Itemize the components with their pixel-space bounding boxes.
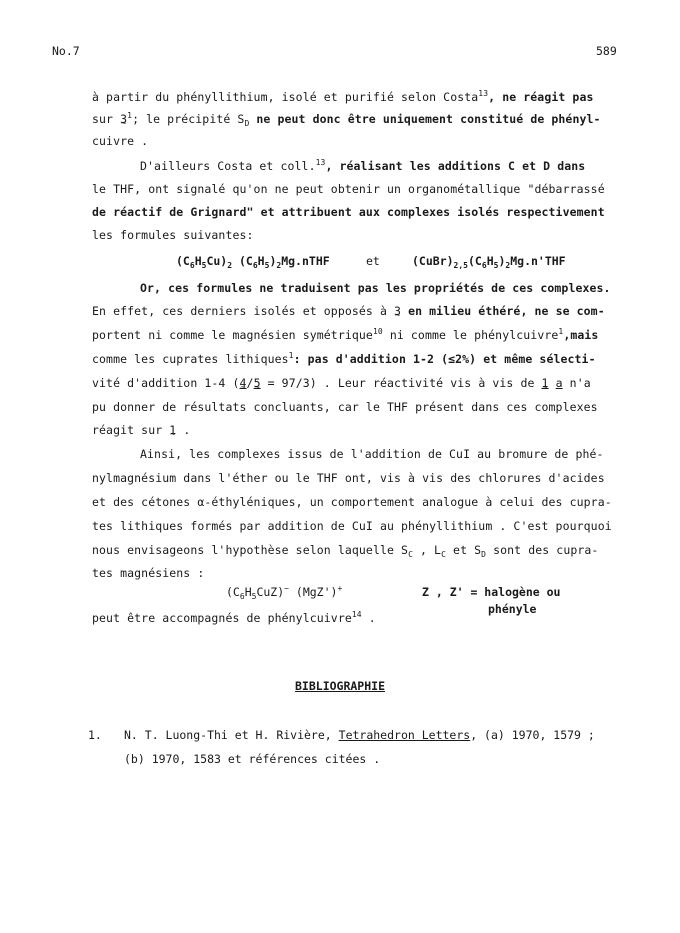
citation-superscript: 10 — [372, 327, 383, 336]
text-line: le THF, ont signalé qu'on ne peut obtenir un organométallique "débarrassé — [92, 182, 605, 196]
text-line: nylmagnésium dans l'éther ou le THF ont, vis à vis des chlorures d'acides — [92, 471, 605, 485]
text-line: de réactif de Grignard" et attribuent aux complexes isolés respectivement — [92, 205, 605, 219]
text-line — [140, 159, 585, 173]
text-span: réagit sur — [92, 423, 170, 437]
text-span: / — [246, 376, 254, 390]
text-span: . — [176, 423, 191, 437]
text-span: , L — [412, 543, 442, 557]
citation-superscript: 1 — [288, 351, 294, 360]
text-span: à partir du phényllithium, isolé et purifié selon Costa — [92, 90, 479, 104]
formula-cuprate: $(C_6H_5CuZ)^-$ (MgZ')+ — [226, 584, 343, 601]
subscript: D — [481, 550, 487, 559]
text-line: Ainsi, les complexes issus de l'addition de CuI au bromure de phé- — [140, 447, 604, 461]
citation-superscript: 13 — [478, 89, 489, 98]
text-span: ne peut donc être uniquement constitué de phényl- — [249, 112, 601, 126]
reference-journal: Tetrahedron Letters — [338, 728, 471, 742]
text-line — [92, 352, 596, 366]
compound-ref: 3 ~ — [120, 112, 127, 126]
text-line: et des cétones α-éthyléniques, un comportement analogue à celui des cupra- — [92, 495, 612, 509]
text-span: D'ailleurs Costa et coll. — [140, 159, 316, 173]
formula-conjunction: et — [366, 254, 380, 268]
compound-ref: 1 ~ — [542, 376, 549, 390]
citation-superscript: 1 — [127, 111, 133, 120]
citation-superscript: 1 — [558, 327, 564, 336]
text-line: tes magnésiens : — [92, 566, 205, 580]
text-span: En effet, ces derniers isolés et opposés à — [92, 304, 395, 318]
reference-number: 1. — [88, 728, 102, 742]
text-span: peut être accompagnés de phénylcuivre — [92, 611, 352, 625]
text-span: ; le précipité S — [132, 112, 245, 126]
text-span: nous envisageons l'hypothèse selon laquelle S — [92, 543, 409, 557]
text-line — [92, 611, 376, 625]
text-span: sont des cupra- — [486, 543, 599, 557]
journal-issue-number: No.7 — [52, 44, 80, 58]
subscript: D — [244, 119, 250, 128]
formula-complex-2: $(CuBr)_{2,5}(C_6H_5)_2Mg.n'THF$ — [412, 254, 566, 270]
text-span: n'a — [562, 376, 591, 390]
text-line: Or, ces formules ne traduisent pas les propriétés de ces complexes. — [140, 281, 611, 295]
text-span: comme les cuprates lithiques — [92, 352, 289, 366]
text-line — [92, 90, 594, 104]
subscript: C — [441, 550, 447, 559]
text-span: vité d'addition 1-4 ( — [92, 376, 240, 390]
formula-definition: Z , Z' = halogène ou — [422, 585, 561, 599]
compound-ref: 5 ~ — [254, 376, 261, 390]
formula-definition-cont: phényle — [488, 602, 537, 616]
text-span: ,mais — [563, 328, 599, 342]
bibliography-heading: BIBLIOGRAPHIE — [295, 679, 386, 693]
text-line: cuivre . — [92, 134, 149, 148]
text-span: sur — [92, 112, 121, 126]
compound-ref: a — [555, 376, 563, 390]
text-span: et S — [446, 543, 482, 557]
page-number: 589 — [596, 44, 617, 58]
text-span: : pas d'addition 1-2 (≤2%) et même sélecti- — [293, 352, 596, 366]
text-span: , ne réagit pas — [488, 90, 594, 104]
text-line: pu donner de résultats concluants, car le THF présent dans ces complexes — [92, 400, 598, 414]
subscript: C — [408, 550, 413, 559]
text-line — [92, 376, 591, 390]
citation-superscript: 14 — [351, 610, 362, 619]
text-span: = 97/3) . Leur réactivité vis à vis de — [260, 376, 542, 390]
text-span: en milieu éthéré, ne se com- — [401, 304, 605, 318]
citation-superscript: 13 — [315, 158, 326, 167]
formula-complex-1: $(C_6H_5Cu)_2$ $(C_6H_5)_2Mg.nTHF$ — [176, 254, 330, 270]
reference-citation: , (a) 1970, 1579 ; — [470, 728, 595, 742]
text-line: les formules suivantes: — [92, 228, 254, 242]
reference-authors: N. T. Luong-Thi et H. Rivière, — [124, 728, 339, 742]
text-span: portent ni comme le magnésien symétrique — [92, 328, 373, 342]
reference-entry-line2: (b) 1970, 1583 et références citées . — [124, 752, 381, 766]
text-line — [92, 543, 598, 557]
text-line — [92, 112, 601, 126]
text-line — [92, 328, 598, 342]
text-span: ni comme le phénylcuivre — [382, 328, 559, 342]
text-span: , réalisant les additions C et D dans — [325, 159, 586, 173]
text-span: . — [361, 611, 376, 625]
compound-ref: 4 ~ — [240, 376, 247, 390]
reference-entry — [124, 728, 595, 742]
compound-ref: 3 ~ — [394, 304, 401, 318]
text-line — [92, 304, 605, 318]
text-line: tes lithiques formés par addition de CuI au phényllithium . C'est pourquoi — [92, 519, 612, 533]
compound-ref: 1 ~ — [169, 423, 176, 437]
text-line — [92, 423, 190, 437]
